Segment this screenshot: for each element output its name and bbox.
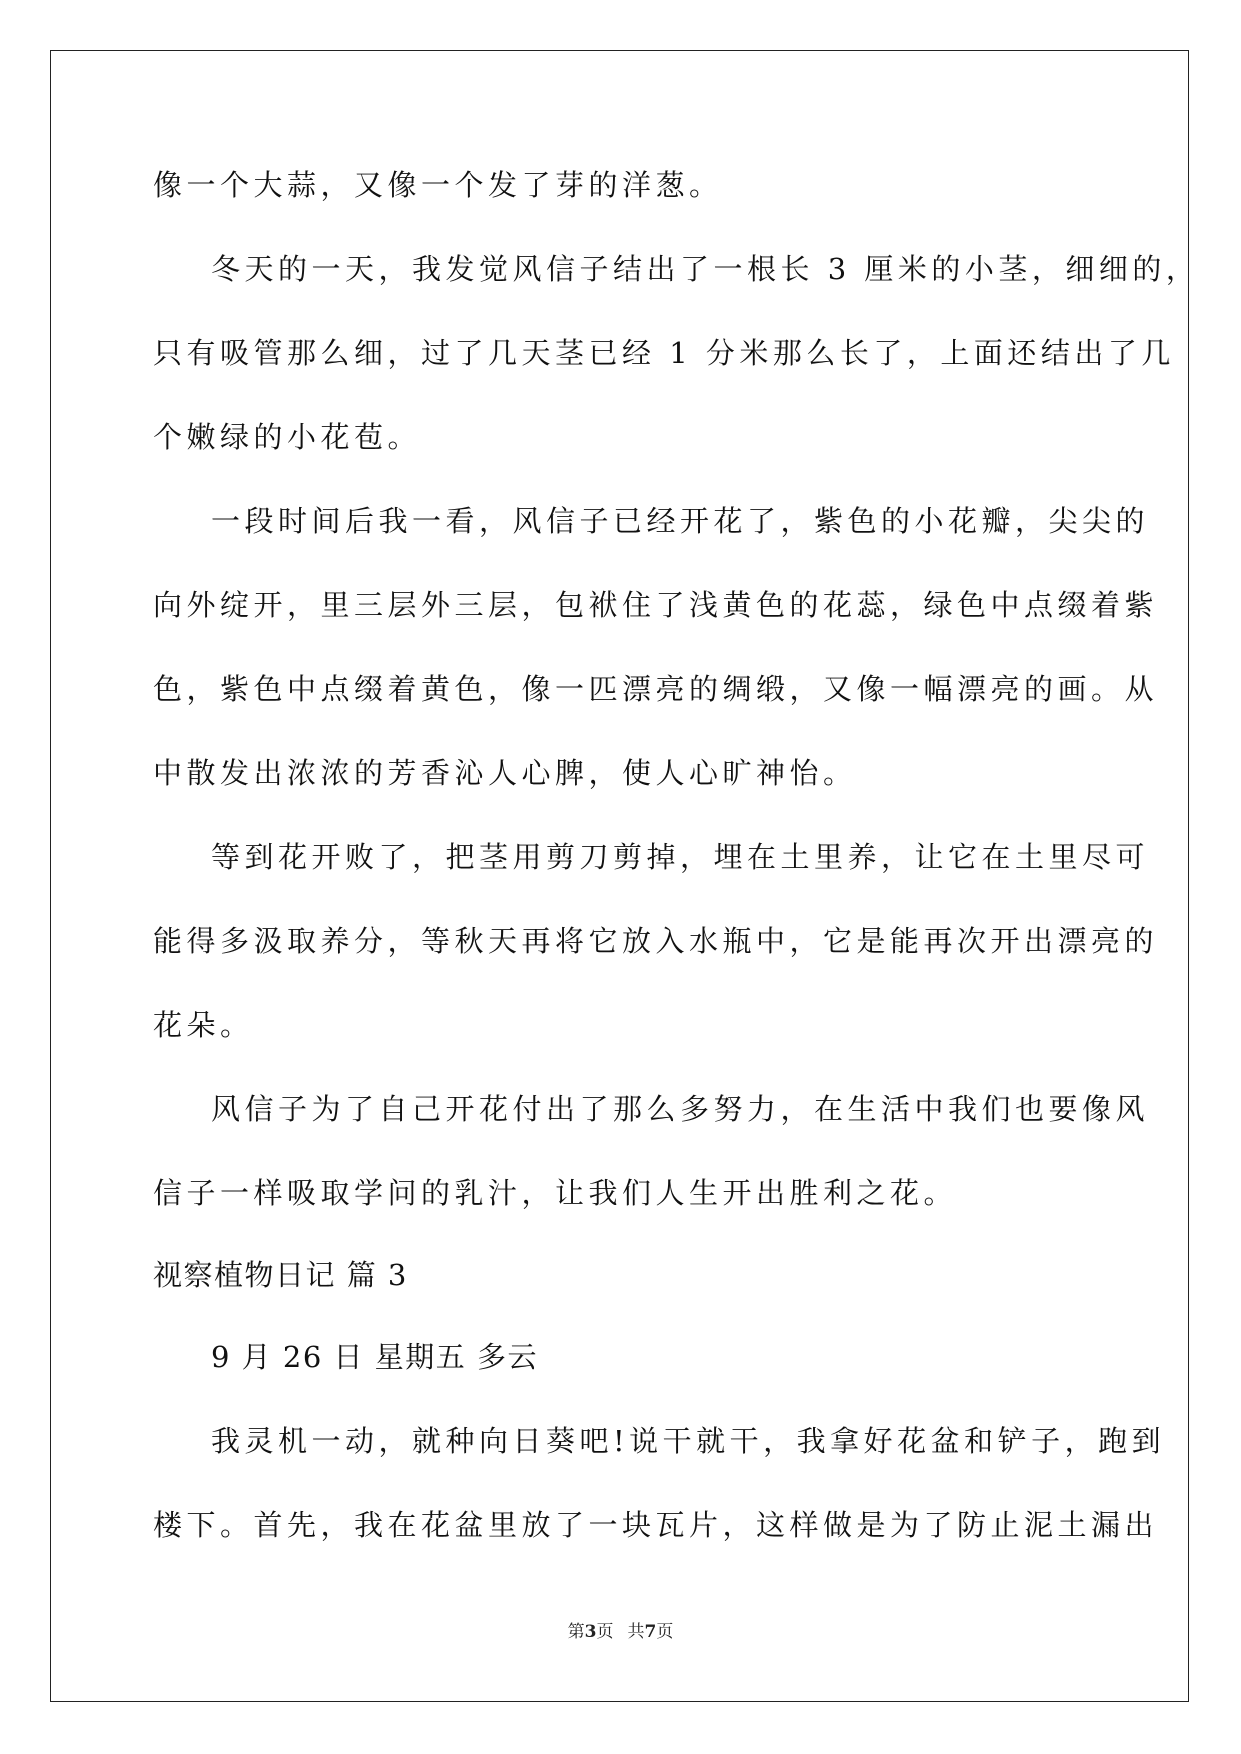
text-line: 信子一样吸取学问的乳汁，让我们人生开出胜利之花。 — [153, 1176, 958, 1210]
text-line: 像一个大蒜，又像一个发了芽的洋葱。 — [153, 168, 723, 202]
text-line: 个嫩绿的小花苞。 — [153, 420, 422, 454]
footer-prefix: 第 — [567, 1622, 585, 1642]
text-line: 花朵。 — [153, 1008, 254, 1042]
section-heading: 视察植物日记 篇 3 — [153, 1258, 408, 1292]
paragraph-start-line: 一段时间后我一看，风信子已经开花了，紫色的小花瓣，尖尖的 — [211, 504, 1150, 538]
diary-date-line: 9 月 26 日 星期五 多云 — [211, 1340, 538, 1374]
paragraph-start-line: 等到花开败了，把茎用剪刀剪掉，埋在土里养，让它在土里尽可 — [211, 840, 1150, 874]
footer-page-suffix: 页 — [596, 1622, 614, 1642]
paragraph-start-line: 冬天的一天，我发觉风信子结出了一根长 3 厘米的小茎，细细的， — [211, 252, 1200, 286]
footer-total-suffix: 页 — [656, 1622, 674, 1642]
total-pages-number: 7 — [644, 1622, 657, 1642]
paragraph-start-line: 我灵机一动，就种向日葵吧!说干就干，我拿好花盆和铲子，跑到 — [211, 1424, 1166, 1458]
footer-total-prefix: 共 — [627, 1622, 645, 1642]
paragraph-start-line: 风信子为了自己开花付出了那么多努力，在生活中我们也要像风 — [211, 1092, 1150, 1126]
text-line: 只有吸管那么细，过了几天茎已经 1 分米那么长了，上面还结出了几 — [153, 336, 1175, 370]
text-line: 中散发出浓浓的芳香沁人心脾，使人心旷神怡。 — [153, 756, 857, 790]
page-footer — [0, 1621, 1241, 1643]
text-line: 色，紫色中点缀着黄色，像一匹漂亮的绸缎，又像一幅漂亮的画。从 — [153, 672, 1159, 706]
current-page-number: 3 — [584, 1622, 597, 1642]
text-line: 楼下。首先，我在花盆里放了一块瓦片，这样做是为了防止泥土漏出 — [153, 1508, 1159, 1542]
text-line: 能得多汲取养分，等秋天再将它放入水瓶中，它是能再次开出漂亮的 — [153, 924, 1159, 958]
text-line: 向外绽开，里三层外三层，包袱住了浅黄色的花蕊，绿色中点缀着紫 — [153, 588, 1159, 622]
